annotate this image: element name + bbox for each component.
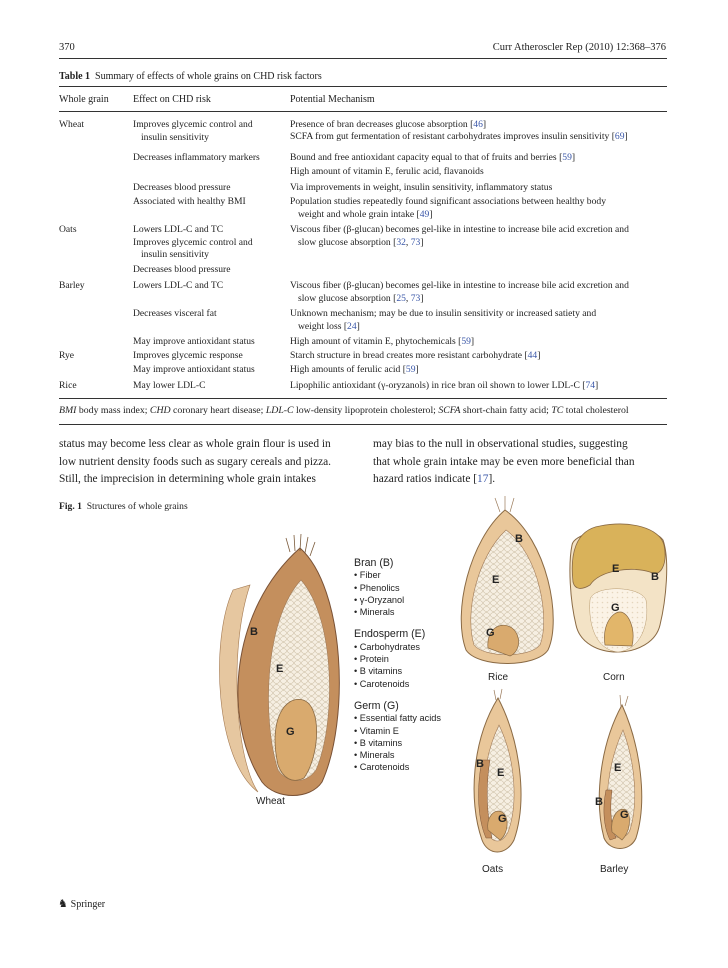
footnote-text: coronary heart disease; bbox=[170, 405, 266, 416]
cell-effect: Decreases inflammatory markers bbox=[133, 152, 260, 163]
citation-link[interactable]: 25 bbox=[396, 292, 406, 304]
column-header-grain: Whole grain bbox=[59, 94, 109, 105]
legend-item: • Minerals bbox=[354, 750, 395, 761]
cell-effect: May lower LDL-C bbox=[133, 380, 206, 391]
springer-logo-icon: ♞ bbox=[58, 898, 68, 910]
oats-bran-label: B bbox=[476, 758, 484, 770]
citation-link[interactable]: 59 bbox=[461, 336, 471, 347]
cell-mechanism: Lipophilic antioxidant (γ-oryzanols) in rice bran oil shown to lower LDL-C [74] bbox=[290, 380, 599, 391]
corn-endosperm-label: E bbox=[612, 563, 620, 575]
page-number: 370 bbox=[59, 42, 75, 53]
legend-item: • Carotenoids bbox=[354, 678, 410, 689]
cell-mechanism: Viscous fiber (β-glucan) becomes gel-like in intestine to increase bile acid excretion and slow glucose absorption [32, 73] bbox=[290, 224, 629, 248]
rice-label: Rice bbox=[488, 672, 509, 683]
text-line: that whole grain intake may be even more beneficial than bbox=[373, 455, 635, 468]
cell-mechanism: High amounts of ferulic acid [59] bbox=[290, 364, 419, 375]
legend-item: • Carbohydrates bbox=[354, 641, 421, 652]
oats-germ-label: G bbox=[498, 813, 507, 825]
cell-grain: Wheat bbox=[59, 119, 85, 130]
legend-section-title: Bran (B) bbox=[354, 557, 394, 569]
cell-effect: Decreases blood pressure bbox=[133, 182, 231, 193]
cell-mechanism: SCFA from gut fermentation of resistant carbohydrates improves insulin sensitivity [69] bbox=[290, 131, 628, 142]
citation-link[interactable]: 49 bbox=[419, 208, 430, 220]
cell-mechanism: Population studies repeatedly found significant associations between healthy body weight and whole grain intake [49] bbox=[290, 196, 606, 220]
legend-item: • Minerals bbox=[354, 607, 395, 618]
abbreviation: CHD bbox=[149, 405, 171, 416]
rice-endosperm-label: E bbox=[492, 574, 500, 586]
cell-grain: Rye bbox=[59, 350, 75, 361]
barley-bran-label: B bbox=[595, 796, 603, 808]
figure-caption-text: Structures of whole grains bbox=[86, 501, 188, 512]
publisher-name: Springer bbox=[70, 899, 106, 910]
cell-mechanism: Presence of bran decreases glucose absorption [46] bbox=[290, 119, 487, 130]
oats-label: Oats bbox=[482, 864, 504, 875]
legend-section-title: Endosperm (E) bbox=[354, 628, 426, 641]
corn-bran-label: B bbox=[651, 571, 659, 583]
cell-mechanism: Viscous fiber (β-glucan) becomes gel-like in intestine to increase bile acid excretion and slow glucose absorption [25, 73] bbox=[290, 280, 629, 304]
citation-link[interactable]: 59 bbox=[562, 152, 572, 163]
legend-item: • Carotenoids bbox=[354, 762, 410, 773]
footnote-text: low-density lipoprotein cholesterol; bbox=[293, 405, 439, 416]
text-line: hazard ratios indicate [17]. bbox=[373, 473, 496, 485]
legend-item: • B vitamins bbox=[354, 666, 403, 677]
wheat-bran-label: B bbox=[250, 626, 258, 638]
table-caption-text: Summary of effects of whole grains on CHD risk factors bbox=[95, 71, 322, 82]
footnote-text: short-chain fatty acid; bbox=[460, 405, 552, 416]
text-line: Still, the imprecision in determining whole grain intakes bbox=[59, 473, 316, 485]
cell-effect: May improve antioxidant status bbox=[133, 364, 255, 375]
cell-effect: May improve antioxidant status bbox=[133, 336, 255, 347]
citation-link[interactable]: 59 bbox=[405, 364, 416, 375]
cell-mechanism: Bound and free antioxidant capacity equal to that of fruits and berries [59] bbox=[290, 152, 576, 163]
barley-label: Barley bbox=[600, 864, 629, 875]
corn-kernel bbox=[570, 524, 667, 652]
cell-mechanism: Starch structure in bread creates more resistant carbohydrate [44] bbox=[290, 350, 541, 361]
rice-germ-label: G bbox=[486, 627, 495, 639]
cell-effect: Improves glycemic control and insulin sensitivity bbox=[133, 119, 253, 143]
cell-effect: Improves glycemic response bbox=[133, 350, 243, 361]
text-line: status may become less clear as whole grain flour is used in bbox=[59, 438, 331, 450]
column-header-effect: Effect on CHD risk bbox=[133, 94, 211, 105]
cell-effect: Decreases blood pressure bbox=[133, 264, 231, 275]
legend-item: • B vitamins bbox=[354, 737, 403, 748]
citation-link[interactable]: 73 bbox=[410, 236, 421, 248]
abbreviation: BMI bbox=[59, 405, 77, 416]
text-line: low nutrient density foods such as sugary cereals and pizza. bbox=[59, 455, 332, 468]
footer bbox=[58, 897, 105, 910]
citation-link[interactable]: 44 bbox=[527, 350, 538, 361]
citation-link[interactable]: 73 bbox=[410, 292, 421, 304]
citation-link[interactable]: 17 bbox=[477, 473, 489, 485]
cell-mechanism: Via improvements in weight, insulin sensitivity, inflammatory status bbox=[290, 182, 553, 193]
wheat-germ-label: G bbox=[286, 726, 295, 738]
cell-grain: Oats bbox=[59, 224, 77, 235]
rice-kernel bbox=[461, 496, 553, 664]
oats-endosperm-label: E bbox=[497, 767, 505, 779]
footnote-text: total cholesterol bbox=[563, 405, 629, 416]
legend-item: • γ-Oryzanol bbox=[354, 594, 405, 605]
abbreviation: SCFA bbox=[438, 405, 461, 416]
cell-grain: Rice bbox=[59, 380, 77, 391]
figure-label: Fig. 1 bbox=[59, 501, 82, 512]
cell-mechanism: Unknown mechanism; may be due to insulin sensitivity or increased satiety and weight loss [24] bbox=[290, 308, 597, 332]
figure-legend bbox=[354, 557, 441, 774]
cell-mechanism: High amount of vitamin E, ferulic acid, flavanoids bbox=[290, 166, 484, 177]
cell-effect: Decreases visceral fat bbox=[133, 308, 217, 319]
legend-item: • Essential fatty acids bbox=[354, 713, 441, 724]
table-label: Table 1 bbox=[59, 71, 91, 82]
corn-germ-label: G bbox=[611, 602, 620, 614]
abbreviation: LDL-C bbox=[265, 405, 294, 416]
footnote-text: body mass index; bbox=[76, 405, 150, 416]
barley-germ-label: G bbox=[620, 809, 629, 821]
cell-grain: Barley bbox=[59, 280, 85, 291]
legend-item: • Fiber bbox=[354, 570, 381, 581]
citation-link[interactable]: 24 bbox=[347, 320, 357, 332]
legend-item: • Phenolics bbox=[354, 582, 400, 593]
citation-link[interactable]: 32 bbox=[396, 236, 406, 248]
barley-endosperm-label: E bbox=[614, 762, 622, 774]
cell-effect: Lowers LDL-C and TC bbox=[133, 280, 224, 291]
cell-mechanism: High amount of vitamin E, phytochemicals [59] bbox=[290, 336, 475, 347]
corn-label: Corn bbox=[603, 672, 625, 683]
rice-bran-label: B bbox=[515, 533, 523, 545]
cell-effect: Lowers LDL-C and TC Improves glycemic control and insulin sensitivity bbox=[133, 224, 253, 261]
abbreviation: TC bbox=[551, 405, 564, 416]
column-header-mechanism: Potential Mechanism bbox=[290, 94, 375, 105]
journal-reference: Curr Atheroscler Rep (2010) 12:368–376 bbox=[492, 42, 666, 53]
citation-link[interactable]: 74 bbox=[585, 380, 596, 391]
wheat-label: Wheat bbox=[256, 796, 285, 807]
text-line: may bias to the null in observational studies, suggesting bbox=[373, 438, 628, 450]
legend-item: • Vitamin E bbox=[354, 725, 399, 736]
wheat-endosperm-label: E bbox=[276, 663, 284, 675]
cell-effect: Associated with healthy BMI bbox=[133, 196, 246, 207]
citation-link[interactable]: 46 bbox=[473, 119, 483, 130]
legend-section-title: Germ (G) bbox=[354, 699, 399, 712]
legend-item: • Protein bbox=[354, 654, 389, 665]
citation-link[interactable]: 69 bbox=[614, 131, 625, 142]
